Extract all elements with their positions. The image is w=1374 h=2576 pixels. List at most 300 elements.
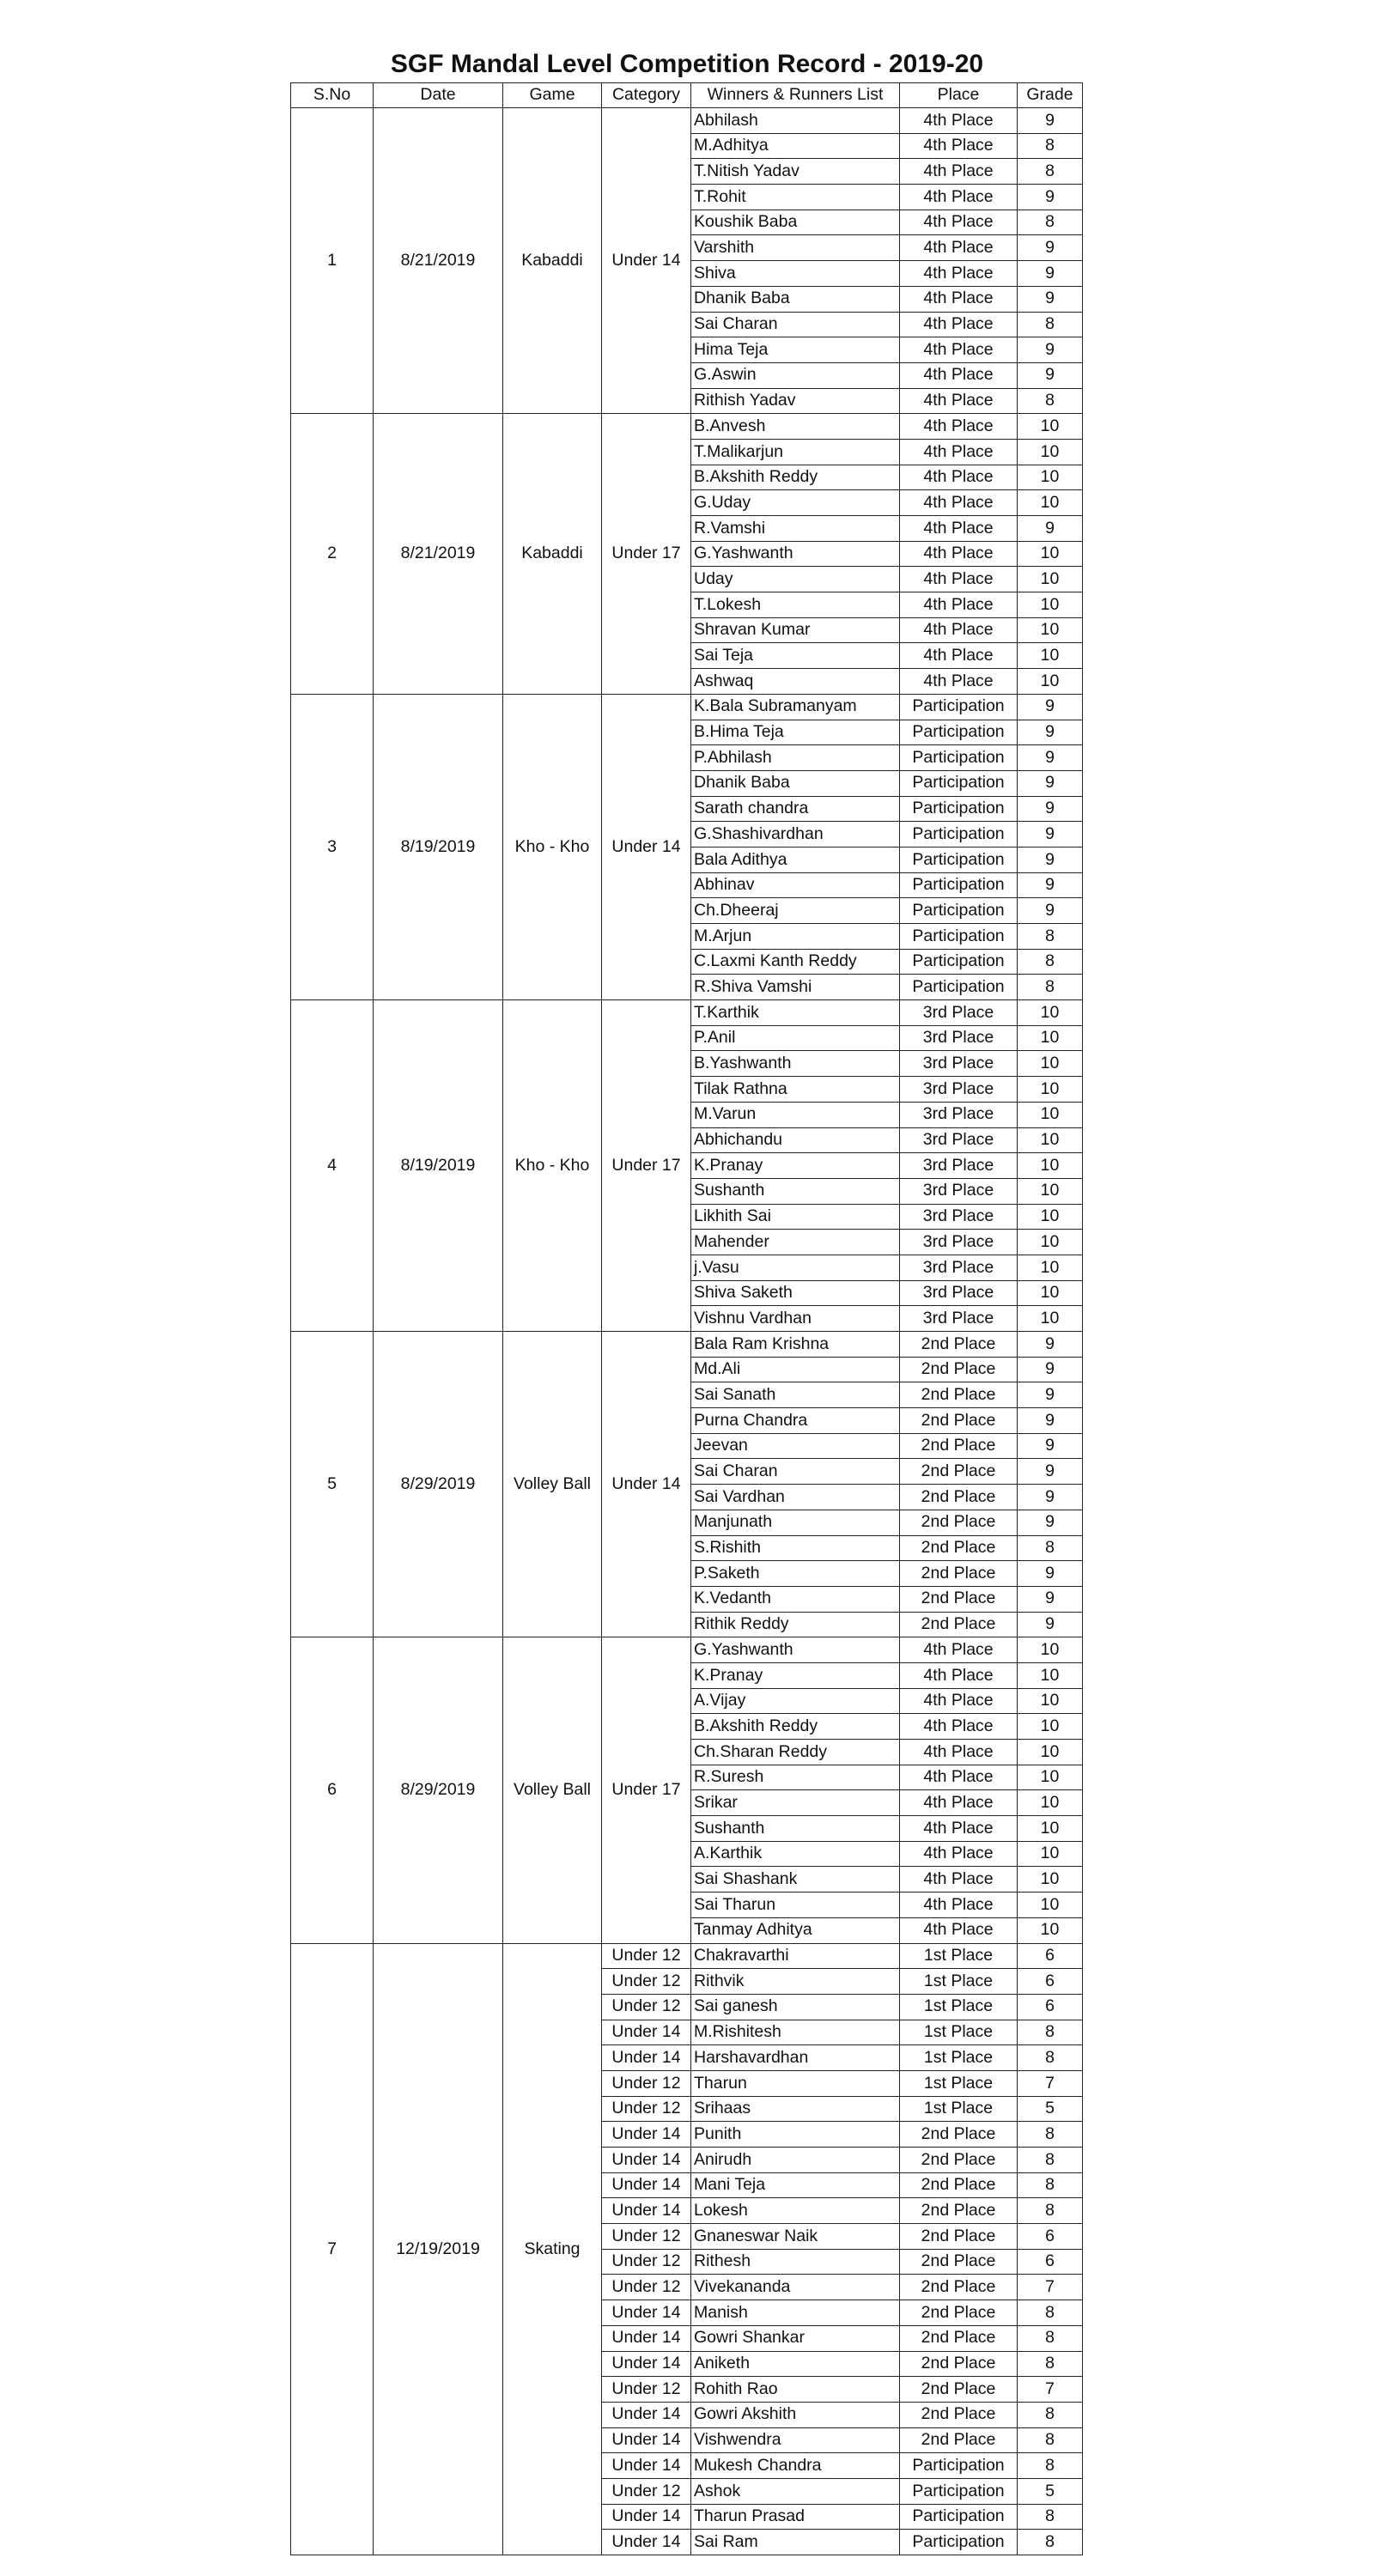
group-date: 12/19/2019 [374, 1943, 503, 2555]
row-grade: 10 [1018, 1740, 1083, 1765]
row-grade: 8 [1018, 388, 1083, 414]
row-grade: 8 [1018, 975, 1083, 1000]
row-name: G.Shashivardhan [691, 822, 900, 848]
row-name: Koushik Baba [691, 210, 900, 235]
row-grade: 8 [1018, 133, 1083, 159]
row-name: Sai Vardhan [691, 1485, 900, 1510]
group-sno: 3 [291, 694, 374, 999]
row-name: T.Nitish Yadav [691, 159, 900, 185]
row-grade: 6 [1018, 2224, 1083, 2250]
row-name: Rohith Rao [691, 2377, 900, 2403]
row-grade: 10 [1018, 643, 1083, 669]
row-name: P.Saketh [691, 1561, 900, 1587]
row-name: Shiva Saketh [691, 1280, 900, 1306]
row-place: 4th Place [900, 1688, 1018, 1714]
row-grade: 9 [1018, 1459, 1083, 1485]
row-name: R.Vamshi [691, 516, 900, 542]
row-name: S.Rishith [691, 1535, 900, 1561]
row-name: Ch.Sharan Reddy [691, 1740, 900, 1765]
row-name: Dhanik Baba [691, 770, 900, 796]
row-grade: 8 [1018, 2198, 1083, 2224]
row-place: 3rd Place [900, 1255, 1018, 1280]
group-date: 8/19/2019 [374, 1000, 503, 1332]
row-name: Sai Tharun [691, 1893, 900, 1918]
row-place: 3rd Place [900, 1025, 1018, 1051]
row-name: K.Vedanth [691, 1586, 900, 1612]
row-place: 4th Place [900, 286, 1018, 312]
row-name: Mahender [691, 1230, 900, 1255]
row-grade: 9 [1018, 1382, 1083, 1408]
row-grade: 10 [1018, 490, 1083, 516]
row-name: Sai Charan [691, 312, 900, 337]
row-grade: 9 [1018, 1561, 1083, 1587]
row-name: C.Laxmi Kanth Reddy [691, 949, 900, 975]
row-grade: 10 [1018, 567, 1083, 592]
group-game: Kho - Kho [503, 1000, 602, 1332]
row-name: Md.Ali [691, 1357, 900, 1382]
row-grade: 7 [1018, 2275, 1083, 2300]
row-grade: 10 [1018, 1714, 1083, 1740]
row-name: A.Karthik [691, 1841, 900, 1867]
row-category: Under 12 [602, 1943, 691, 1969]
row-grade: 10 [1018, 1102, 1083, 1127]
row-grade: 10 [1018, 1025, 1083, 1051]
row-place: 4th Place [900, 1917, 1018, 1943]
row-grade: 8 [1018, 924, 1083, 950]
row-place: 2nd Place [900, 2325, 1018, 2351]
row-place: 2nd Place [900, 1561, 1018, 1587]
row-place: 4th Place [900, 643, 1018, 669]
row-place: 4th Place [900, 1662, 1018, 1688]
row-category: Under 14 [602, 2530, 691, 2555]
row-name: Sai ganesh [691, 1994, 900, 2020]
row-place: 2nd Place [900, 2198, 1018, 2224]
row-name: Rithik Reddy [691, 1612, 900, 1637]
row-name: M.Rishitesh [691, 2020, 900, 2045]
row-name: G.Uday [691, 490, 900, 516]
group-date: 8/29/2019 [374, 1637, 503, 1943]
group-game: Volley Ball [503, 1637, 602, 1943]
row-grade: 7 [1018, 2070, 1083, 2096]
row-place: 4th Place [900, 1790, 1018, 1816]
row-name: M.Arjun [691, 924, 900, 950]
row-name: A.Vijay [691, 1688, 900, 1714]
row-name: R.Suresh [691, 1765, 900, 1790]
row-place: 4th Place [900, 337, 1018, 363]
row-place: 4th Place [900, 669, 1018, 695]
group-sno: 4 [291, 1000, 374, 1332]
row-name: Vishnu Vardhan [691, 1306, 900, 1332]
row-name: Srihaas [691, 2096, 900, 2122]
row-name: B.Akshith Reddy [691, 465, 900, 490]
row-name: K.Pranay [691, 1662, 900, 1688]
row-place: 2nd Place [900, 2148, 1018, 2173]
row-name: Sai Teja [691, 643, 900, 669]
header-place: Place [900, 83, 1018, 108]
row-place: 1st Place [900, 1994, 1018, 2020]
row-grade: 8 [1018, 2325, 1083, 2351]
group-category: Under 17 [602, 1637, 691, 1943]
group-sno: 5 [291, 1332, 374, 1637]
row-grade: 10 [1018, 1230, 1083, 1255]
row-grade: 10 [1018, 617, 1083, 643]
group-game: Kabaddi [503, 108, 602, 414]
row-grade: 8 [1018, 2300, 1083, 2326]
row-name: Dhanik Baba [691, 286, 900, 312]
row-place: Participation [900, 2530, 1018, 2555]
row-grade: 9 [1018, 745, 1083, 771]
row-place: 4th Place [900, 362, 1018, 388]
row-name: Tharun [691, 2070, 900, 2096]
row-place: 4th Place [900, 312, 1018, 337]
row-name: Ashok [691, 2478, 900, 2504]
row-name: Rithvik [691, 1969, 900, 1995]
row-grade: 9 [1018, 1408, 1083, 1434]
row-grade: 6 [1018, 1969, 1083, 1995]
row-name: Rithish Yadav [691, 388, 900, 414]
row-place: 3rd Place [900, 1102, 1018, 1127]
row-place: Participation [900, 847, 1018, 872]
row-place: 4th Place [900, 1816, 1018, 1842]
row-name: M.Varun [691, 1102, 900, 1127]
row-category: Under 14 [602, 2325, 691, 2351]
group-category: Under 14 [602, 1332, 691, 1637]
row-grade: 9 [1018, 1510, 1083, 1535]
header-date: Date [374, 83, 503, 108]
row-grade: 8 [1018, 2351, 1083, 2377]
row-category: Under 14 [602, 2198, 691, 2224]
row-name: Sarath chandra [691, 796, 900, 822]
row-place: 2nd Place [900, 1485, 1018, 1510]
row-grade: 8 [1018, 2402, 1083, 2427]
row-grade: 9 [1018, 362, 1083, 388]
row-place: 1st Place [900, 2096, 1018, 2122]
row-category: Under 14 [602, 2148, 691, 2173]
group-category: Under 17 [602, 1000, 691, 1332]
row-place: Participation [900, 694, 1018, 720]
row-grade: 8 [1018, 949, 1083, 975]
row-name: Purna Chandra [691, 1408, 900, 1434]
row-name: Abhinav [691, 872, 900, 898]
row-grade: 10 [1018, 1893, 1083, 1918]
row-name: Bala Ram Krishna [691, 1332, 900, 1358]
row-grade: 9 [1018, 286, 1083, 312]
row-place: 4th Place [900, 388, 1018, 414]
row-grade: 5 [1018, 2478, 1083, 2504]
row-grade: 8 [1018, 2020, 1083, 2045]
row-grade: 8 [1018, 2122, 1083, 2148]
group-date: 8/21/2019 [374, 108, 503, 414]
row-place: 3rd Place [900, 1127, 1018, 1153]
row-grade: 9 [1018, 694, 1083, 720]
row-place: 2nd Place [900, 2249, 1018, 2275]
row-place: 2nd Place [900, 1408, 1018, 1434]
row-grade: 8 [1018, 312, 1083, 337]
row-place: 2nd Place [900, 1535, 1018, 1561]
row-category: Under 12 [602, 1994, 691, 2020]
row-place: Participation [900, 949, 1018, 975]
row-place: 2nd Place [900, 1357, 1018, 1382]
row-place: Participation [900, 872, 1018, 898]
row-name: Shravan Kumar [691, 617, 900, 643]
row-name: Chakravarthi [691, 1943, 900, 1969]
row-name: T.Lokesh [691, 592, 900, 618]
row-name: Abhilash [691, 108, 900, 134]
row-grade: 6 [1018, 1994, 1083, 2020]
row-place: 1st Place [900, 2070, 1018, 2096]
row-name: Tilak Rathna [691, 1077, 900, 1103]
group-category: Under 17 [602, 414, 691, 695]
row-category: Under 14 [602, 2045, 691, 2071]
row-name: Sai Shashank [691, 1867, 900, 1893]
row-name: Sushanth [691, 1178, 900, 1204]
row-name: Sai Sanath [691, 1382, 900, 1408]
row-place: 2nd Place [900, 2402, 1018, 2427]
row-category: Under 12 [602, 2275, 691, 2300]
row-place: 3rd Place [900, 1178, 1018, 1204]
row-place: 4th Place [900, 210, 1018, 235]
row-grade: 10 [1018, 1816, 1083, 1842]
row-grade: 8 [1018, 2172, 1083, 2198]
row-place: 2nd Place [900, 2377, 1018, 2403]
row-place: 2nd Place [900, 1382, 1018, 1408]
row-place: 3rd Place [900, 1230, 1018, 1255]
row-grade: 9 [1018, 796, 1083, 822]
group-game: Kho - Kho [503, 694, 602, 999]
row-place: 1st Place [900, 2020, 1018, 2045]
row-place: 4th Place [900, 1841, 1018, 1867]
table-row [291, 1943, 1083, 1969]
row-place: Participation [900, 770, 1018, 796]
row-place: Participation [900, 720, 1018, 745]
row-grade: 9 [1018, 1612, 1083, 1637]
row-place: 2nd Place [900, 2122, 1018, 2148]
row-place: 4th Place [900, 1740, 1018, 1765]
row-category: Under 12 [602, 2070, 691, 2096]
table-row [291, 1000, 1083, 1026]
table-row [291, 108, 1083, 134]
table-row [291, 414, 1083, 440]
row-name: j.Vasu [691, 1255, 900, 1280]
row-category: Under 14 [602, 2504, 691, 2530]
row-place: Participation [900, 822, 1018, 848]
group-date: 8/19/2019 [374, 694, 503, 999]
row-place: 2nd Place [900, 2300, 1018, 2326]
row-name: Sai Ram [691, 2530, 900, 2555]
row-name: Aniketh [691, 2351, 900, 2377]
row-grade: 10 [1018, 1765, 1083, 1790]
row-grade: 10 [1018, 414, 1083, 440]
row-category: Under 14 [602, 2453, 691, 2479]
row-grade: 10 [1018, 1662, 1083, 1688]
row-category: Under 14 [602, 2351, 691, 2377]
row-category: Under 12 [602, 2249, 691, 2275]
row-name: K.Bala Subramanyam [691, 694, 900, 720]
row-name: Hima Teja [691, 337, 900, 363]
row-place: 2nd Place [900, 1510, 1018, 1535]
row-grade: 9 [1018, 770, 1083, 796]
row-place: 4th Place [900, 261, 1018, 287]
row-place: 2nd Place [900, 1586, 1018, 1612]
row-grade: 9 [1018, 1433, 1083, 1459]
row-name: T.Rohit [691, 185, 900, 210]
row-category: Under 12 [602, 2478, 691, 2504]
row-grade: 8 [1018, 2427, 1083, 2453]
group-game: Volley Ball [503, 1332, 602, 1637]
row-grade: 10 [1018, 1077, 1083, 1103]
row-place: 4th Place [900, 490, 1018, 516]
row-place: 3rd Place [900, 1077, 1018, 1103]
row-name: B.Anvesh [691, 414, 900, 440]
row-grade: 10 [1018, 1178, 1083, 1204]
row-grade: 9 [1018, 847, 1083, 872]
row-place: 3rd Place [900, 1204, 1018, 1230]
row-name: B.Hima Teja [691, 720, 900, 745]
document-title: SGF Mandal Level Competition Record - 2019-20 [390, 50, 984, 78]
row-grade: 10 [1018, 1153, 1083, 1179]
row-grade: 9 [1018, 1485, 1083, 1510]
table-row [291, 1332, 1083, 1358]
row-place: 4th Place [900, 1637, 1018, 1663]
row-grade: 10 [1018, 1280, 1083, 1306]
row-place: 3rd Place [900, 1306, 1018, 1332]
row-grade: 8 [1018, 2148, 1083, 2173]
row-place: 4th Place [900, 1714, 1018, 1740]
row-place: 1st Place [900, 1969, 1018, 1995]
row-place: 1st Place [900, 1943, 1018, 1969]
row-name: Manish [691, 2300, 900, 2326]
header-row [291, 83, 1083, 108]
row-place: 4th Place [900, 185, 1018, 210]
row-category: Under 14 [602, 2172, 691, 2198]
row-name: G.Yashwanth [691, 541, 900, 567]
group-game: Skating [503, 1943, 602, 2555]
group-sno: 2 [291, 414, 374, 695]
row-place: 4th Place [900, 235, 1018, 261]
row-grade: 9 [1018, 1332, 1083, 1358]
header-game: Game [503, 83, 602, 108]
row-grade: 10 [1018, 1637, 1083, 1663]
row-name: Vivekananda [691, 2275, 900, 2300]
row-name: Mani Teja [691, 2172, 900, 2198]
competition-record-table [290, 82, 1083, 2555]
row-place: 2nd Place [900, 1612, 1018, 1637]
row-place: 4th Place [900, 516, 1018, 542]
row-place: 4th Place [900, 567, 1018, 592]
row-name: Shiva [691, 261, 900, 287]
row-place: 2nd Place [900, 1459, 1018, 1485]
row-name: Lokesh [691, 2198, 900, 2224]
row-place: 3rd Place [900, 1051, 1018, 1077]
row-category: Under 12 [602, 2377, 691, 2403]
table-row [291, 694, 1083, 720]
row-grade: 10 [1018, 541, 1083, 567]
row-grade: 8 [1018, 2504, 1083, 2530]
row-name: Jeevan [691, 1433, 900, 1459]
row-category: Under 14 [602, 2427, 691, 2453]
row-name: Ch.Dheeraj [691, 898, 900, 924]
row-place: 3rd Place [900, 1280, 1018, 1306]
row-grade: 9 [1018, 185, 1083, 210]
row-grade: 9 [1018, 516, 1083, 542]
row-grade: 9 [1018, 261, 1083, 287]
row-place: Participation [900, 975, 1018, 1000]
row-grade: 9 [1018, 898, 1083, 924]
row-grade: 10 [1018, 1306, 1083, 1332]
group-sno: 6 [291, 1637, 374, 1943]
row-name: Anirudh [691, 2148, 900, 2173]
row-grade: 10 [1018, 1688, 1083, 1714]
row-name: Mukesh Chandra [691, 2453, 900, 2479]
row-grade: 8 [1018, 210, 1083, 235]
header-sno: S.No [291, 83, 374, 108]
row-grade: 10 [1018, 1127, 1083, 1153]
row-grade: 9 [1018, 822, 1083, 848]
row-name: R.Shiva Vamshi [691, 975, 900, 1000]
row-grade: 5 [1018, 2096, 1083, 2122]
row-name: T.Karthik [691, 1000, 900, 1026]
row-place: 2nd Place [900, 2275, 1018, 2300]
row-grade: 9 [1018, 872, 1083, 898]
row-name: Gowri Akshith [691, 2402, 900, 2427]
group-category: Under 14 [602, 694, 691, 999]
row-name: P.Abhilash [691, 745, 900, 771]
row-grade: 9 [1018, 108, 1083, 134]
row-grade: 9 [1018, 1357, 1083, 1382]
group-date: 8/21/2019 [374, 414, 503, 695]
row-grade: 10 [1018, 1867, 1083, 1893]
row-place: 2nd Place [900, 2224, 1018, 2250]
row-name: K.Pranay [691, 1153, 900, 1179]
row-place: 4th Place [900, 414, 1018, 440]
row-category: Under 12 [602, 2224, 691, 2250]
row-grade: 10 [1018, 465, 1083, 490]
row-place: Participation [900, 2453, 1018, 2479]
row-place: Participation [900, 898, 1018, 924]
row-place: Participation [900, 745, 1018, 771]
row-place: 2nd Place [900, 2351, 1018, 2377]
row-name: G.Aswin [691, 362, 900, 388]
row-name: B.Akshith Reddy [691, 1714, 900, 1740]
row-name: Vishwendra [691, 2427, 900, 2453]
table-row [291, 1637, 1083, 1663]
row-category: Under 14 [602, 2020, 691, 2045]
row-category: Under 14 [602, 2300, 691, 2326]
row-name: Tharun Prasad [691, 2504, 900, 2530]
row-place: 4th Place [900, 1893, 1018, 1918]
row-place: 2nd Place [900, 2427, 1018, 2453]
row-grade: 10 [1018, 1051, 1083, 1077]
row-place: 3rd Place [900, 1000, 1018, 1026]
row-name: Abhichandu [691, 1127, 900, 1153]
row-place: 4th Place [900, 541, 1018, 567]
group-sno: 1 [291, 108, 374, 414]
row-place: 2nd Place [900, 2172, 1018, 2198]
row-category: Under 14 [602, 2122, 691, 2148]
row-category: Under 12 [602, 2096, 691, 2122]
row-grade: 8 [1018, 2530, 1083, 2555]
group-sno: 7 [291, 1943, 374, 2555]
row-grade: 10 [1018, 1204, 1083, 1230]
row-place: Participation [900, 924, 1018, 950]
row-grade: 10 [1018, 1255, 1083, 1280]
row-grade: 9 [1018, 235, 1083, 261]
row-name: P.Anil [691, 1025, 900, 1051]
row-grade: 8 [1018, 2453, 1083, 2479]
row-place: 4th Place [900, 617, 1018, 643]
row-place: 1st Place [900, 2045, 1018, 2071]
row-name: G.Yashwanth [691, 1637, 900, 1663]
